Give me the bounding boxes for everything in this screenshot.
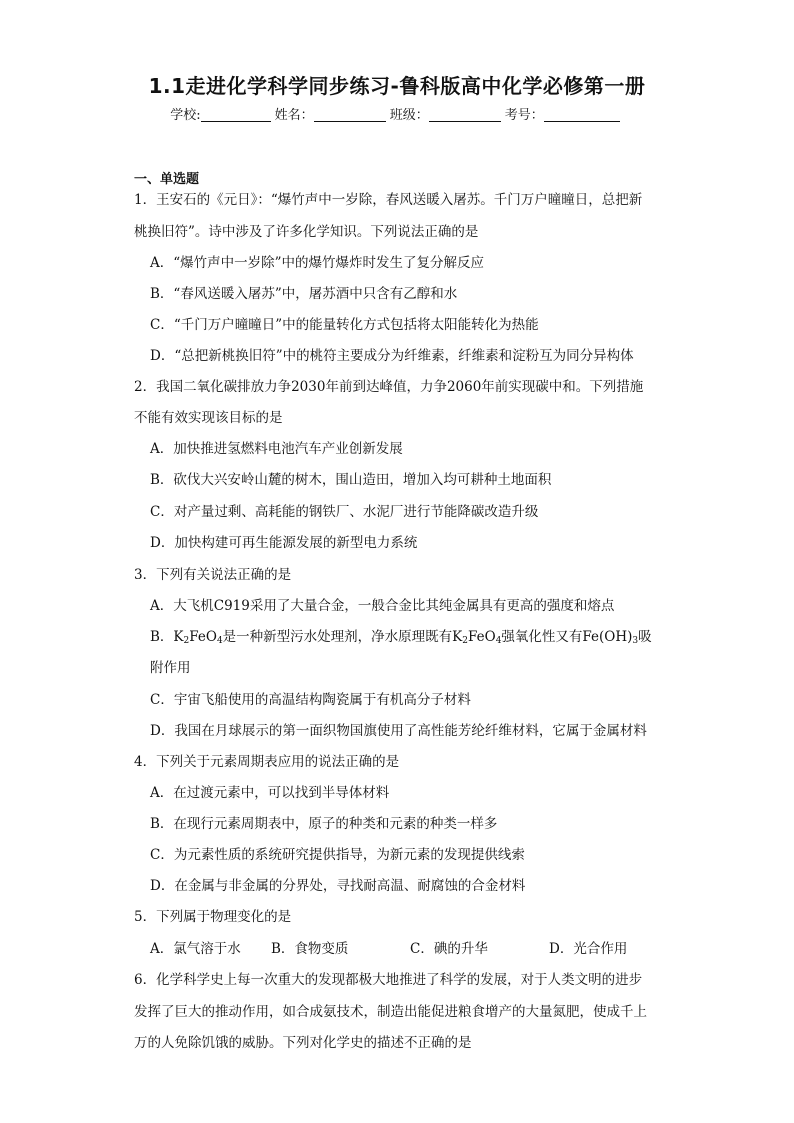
class-label: 班级： — [389, 108, 429, 123]
q3-b-part: FeO — [189, 629, 217, 645]
q5-option-d[interactable]: D．光合作用 — [549, 941, 628, 957]
page-title: 1.1走进化学科学同步练习-鲁科版高中化学必修第一册 — [148, 74, 646, 98]
name-blank[interactable] — [314, 106, 386, 122]
class-blank[interactable] — [429, 106, 501, 122]
q5-option-a[interactable]: A．氯气溶于水 — [150, 941, 241, 957]
q3-b-part: B．K — [150, 629, 184, 645]
q2-option-c[interactable]: C．对产量过剩、高耗能的钢铁厂、水泥厂进行节能降碳改造升级 — [150, 504, 539, 520]
q4-option-a[interactable]: A．在过渡元素中，可以找到半导体材料 — [150, 785, 390, 801]
student-info-line — [0, 104, 794, 123]
q1-option-d[interactable]: D．“总把新桃换旧符”中的桃符主要成分为纤维素，纤维素和淀粉互为同分异构体 — [150, 348, 634, 364]
q1-stem-line2: 桃换旧符”。诗中涉及了许多化学知识。下列说法正确的是 — [134, 224, 479, 240]
q5-option-b[interactable]: B．食物变质 — [271, 941, 349, 957]
q5-options-row — [0, 939, 794, 959]
q6-stem-line1: 6．化学科学史上每一次重大的发现都极大地推进了科学的发展，对于人类文明的进步 — [134, 972, 643, 988]
q2-option-d[interactable]: D．加快构建可再生能源发展的新型电力系统 — [150, 535, 418, 551]
q1-option-b[interactable]: B．“春风送暖入屠苏”中，屠苏酒中只含有乙醇和水 — [150, 286, 458, 302]
exam-no-label: 考号： — [504, 108, 544, 123]
q3-b-sub: 4 — [216, 636, 223, 646]
q3-stem-line1: 3．下列有关说法正确的是 — [134, 567, 292, 583]
q6-stem-line2: 发挥了巨大的推动作用，如合成氨技术，制造出能促进粮食增产的大量氮肥，使成千上 — [134, 1004, 647, 1020]
q3-b-part: 强氧化性又有Fe(OH) — [501, 629, 633, 645]
section-heading: 一、单选题 — [134, 172, 200, 187]
school-label: 学校: — [170, 108, 201, 123]
q4-option-d[interactable]: D．在金属与非金属的分界处，寻找耐高温、耐腐蚀的合金材料 — [150, 878, 526, 894]
q2-stem-line2: 不能有效实现该目标的是 — [134, 410, 283, 426]
name-label: 姓名： — [274, 108, 314, 123]
q3-option-c[interactable]: C．宇宙飞船使用的高温结构陶瓷属于有机高分子材料 — [150, 692, 471, 708]
q1-option-a[interactable]: A．“爆竹声中一岁除”中的爆竹爆炸时发生了复分解反应 — [150, 255, 485, 271]
q4-option-c[interactable]: C．为元素性质的系统研究提供指导，为新元素的发现提供线索 — [150, 847, 525, 863]
q3-b-sub: 3 — [632, 636, 639, 646]
q5-stem-line1: 5．下列属于物理变化的是 — [134, 909, 292, 925]
q3-b-sub: 2 — [462, 636, 468, 646]
q2-stem-line1: 2．我国二氧化碳排放力争2030年前到达峰值，力争2060年前实现碳中和。下列措施 — [134, 379, 644, 395]
q3-b-sub: 2 — [183, 636, 190, 646]
q2-option-b[interactable]: B．砍伐大兴安岭山麓的树木，围山造田，增加入均可耕种土地面积 — [150, 472, 552, 488]
q3-b-part: FeO — [468, 629, 496, 645]
q1-option-c[interactable]: C．“千门万户曈曈日”中的能量转化方式包括将太阳能转化为热能 — [150, 317, 539, 333]
q3-b-part: 吸 — [638, 629, 652, 645]
q6-stem-line3: 万的人免除饥饿的威胁。下列对化学史的描述不正确的是 — [134, 1035, 472, 1051]
q3-option-a[interactable]: A．大飞机C919采用了大量合金，一般合金比其纯金属具有更高的强度和熔点 — [150, 598, 615, 614]
q3-b-part: 是一种新型污水处理剂，净水原理既有K — [222, 629, 463, 645]
school-blank[interactable] — [201, 106, 271, 122]
q4-stem-line1: 4．下列关于元素周期表应用的说法正确的是 — [134, 754, 400, 770]
exam-no-blank[interactable] — [544, 106, 620, 122]
q5-option-c[interactable]: C．碘的升华 — [410, 941, 488, 957]
q3-b-sub: 4 — [495, 636, 502, 646]
q1-stem-line1: 1．王安石的《元日》：“爆竹声中一岁除，春风送暖入屠苏。千门万户曈曈日，总把新 — [134, 192, 643, 208]
q3-option-b-line2: 附作用 — [150, 660, 191, 676]
q4-option-b[interactable]: B．在现行元素周期表中，原子的种类和元素的种类一样多 — [150, 816, 498, 832]
q2-option-a[interactable]: A．加快推进氢燃料电池汽车产业创新发展 — [150, 441, 403, 457]
q3-option-b[interactable] — [150, 627, 652, 647]
q3-option-d[interactable]: D．我国在月球展示的第一面织物国旗使用了高性能芳纶纤维材料，它属于金属材料 — [150, 723, 647, 739]
